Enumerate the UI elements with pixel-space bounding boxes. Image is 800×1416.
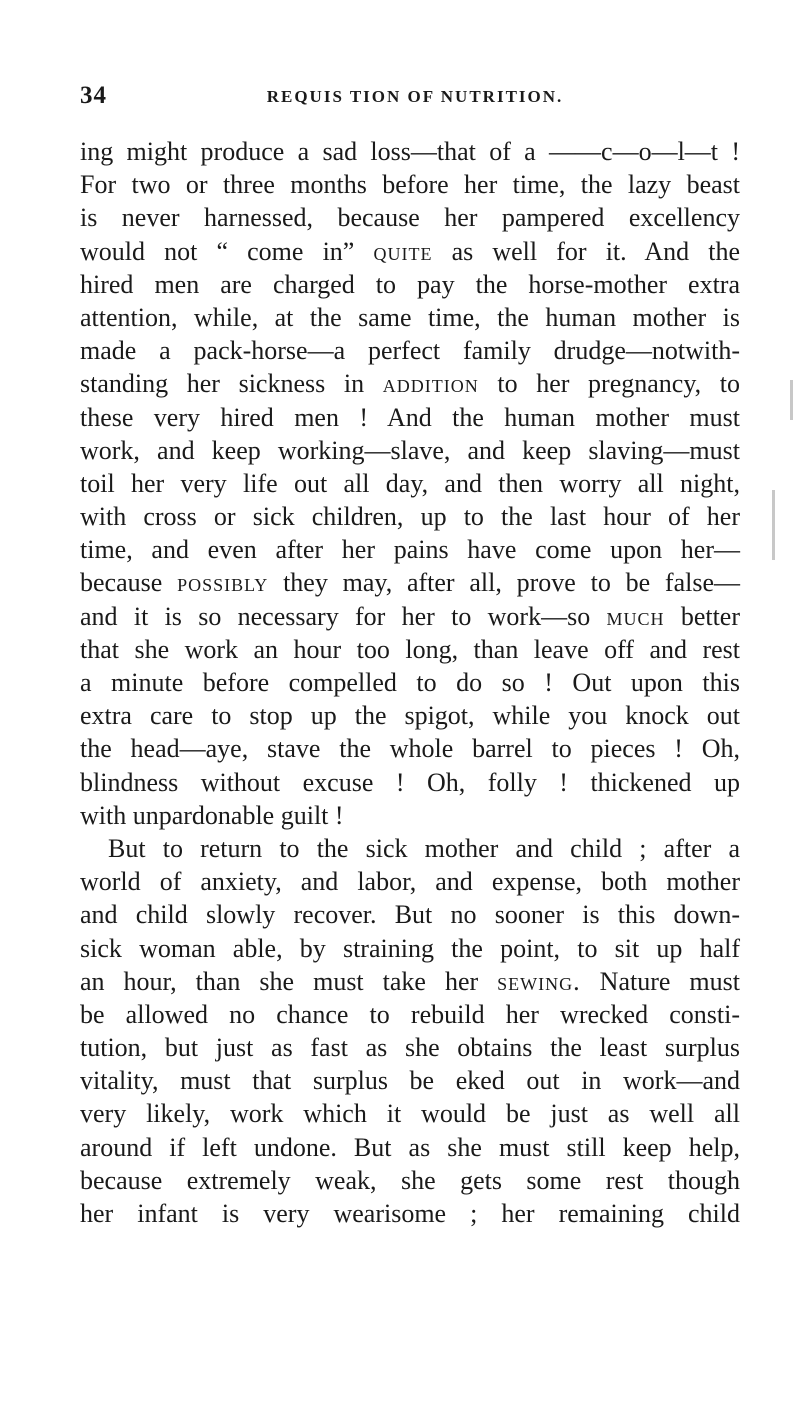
text-line (80, 1197, 740, 1230)
text-line (80, 235, 740, 268)
text-line (80, 600, 740, 633)
text-segment: an hour, than she must take her (80, 966, 498, 996)
text-line (80, 898, 740, 931)
text-segment: work, and keep working—slave, and keep slaving—must (80, 435, 740, 465)
text-segment: with cross or sick children, up to the last hour of her (80, 502, 740, 532)
text-segment: the head—aye, stave the whole barrel to pieces ! Oh, (80, 734, 740, 764)
text-line (80, 467, 740, 500)
text-line (80, 268, 740, 301)
text-segment: made a pack-horse—a perfect family drudge—notwith- (80, 336, 740, 366)
running-head: REQUIS TION OF NUTRITION. (266, 87, 564, 106)
text-line (80, 1064, 740, 1097)
text-segment: But to return to the sick mother and child ; after a (108, 833, 740, 863)
text-segment: vitality, must that surplus be eked out in work—and (80, 1066, 740, 1096)
text-line (80, 932, 740, 965)
text-line (80, 566, 740, 599)
text-line (80, 500, 740, 533)
text-segment: extra care to stop up the spigot, while you knock out (80, 701, 740, 731)
text-segment: a minute before compelled to do so ! Out upon this (80, 668, 740, 697)
text-line (80, 334, 740, 367)
text-line (80, 699, 740, 732)
text-segment: is never harnessed, because her pampered excellency (80, 203, 740, 233)
text-line (80, 201, 740, 234)
text-line (80, 965, 740, 998)
text-segment: sick woman able, by straining the point, to sit up half (80, 933, 740, 963)
margin-mark (772, 490, 775, 560)
text-segment: very likely, work which it would be just as well all (80, 1099, 740, 1129)
text-line (80, 666, 740, 699)
text-line (80, 135, 740, 168)
text-segment: that she work an hour too long, than leave off and rest (80, 634, 740, 664)
text-segment: because (80, 568, 178, 598)
text-segment: and it is so necessary for her to work—so (80, 601, 607, 631)
small-caps-emphasis: possibly (177, 568, 269, 598)
text-segment: as well for it. And the (432, 236, 740, 266)
text-segment: around if left undone. But as she must still keep help, (80, 1132, 740, 1162)
text-segment: blindness without excuse ! Oh, folly ! thickened up (80, 767, 740, 797)
text-line (80, 832, 740, 865)
text-line (80, 865, 740, 898)
small-caps-emphasis: much (606, 601, 665, 631)
text-line (80, 1131, 740, 1164)
body-text (80, 135, 740, 1230)
text-segment: standing her sickness in (80, 369, 383, 399)
text-segment: be allowed no chance to rebuild her wrecked consti- (80, 999, 740, 1029)
margin-mark (790, 380, 793, 420)
text-line (80, 1097, 740, 1130)
text-segment: toil her very life out all day, and then worry all night, (80, 468, 740, 498)
text-segment: attention, while, at the same time, the human mother is (80, 302, 740, 332)
text-segment: and child slowly recover. But no sooner is this down- (80, 900, 740, 930)
text-segment: they may, after all, prove to be false— (268, 568, 740, 598)
text-segment: time, and even after her pains have come upon her— (80, 535, 740, 565)
text-line (80, 168, 740, 201)
text-line (80, 533, 740, 566)
page-number: 34 (80, 82, 107, 109)
text-segment: better (664, 601, 741, 631)
page-header (80, 82, 750, 112)
text-segment: tution, but just as fast as she obtains the least surplus (80, 1033, 740, 1063)
text-line (80, 732, 740, 765)
text-line (80, 998, 740, 1031)
text-line (80, 1031, 740, 1064)
text-segment: with unpardonable guilt ! (80, 800, 344, 830)
text-segment: Nature must (580, 966, 740, 996)
text-line (80, 434, 740, 467)
small-caps-emphasis: addition (382, 369, 479, 399)
text-segment: For two or three months before her time, the lazy beast (80, 170, 740, 200)
small-caps-emphasis: sewing. (497, 966, 581, 996)
small-caps-emphasis: quite (373, 236, 433, 266)
text-segment: her infant is very wearisome ; her remaining child (80, 1199, 740, 1228)
text-segment: ing might produce a sad loss—that of a ——c—o—l—t ! (80, 137, 740, 166)
text-segment: these very hired men ! And the human mother must (80, 402, 740, 432)
text-segment: because extremely weak, she gets some rest though (80, 1165, 740, 1195)
text-line (80, 766, 740, 799)
text-line (80, 301, 740, 334)
text-line (80, 633, 740, 666)
text-line (80, 401, 740, 434)
text-segment: hired men are charged to pay the horse-mother extra (80, 269, 740, 299)
text-line (80, 1164, 740, 1197)
text-line (80, 799, 740, 832)
text-line (80, 367, 740, 400)
text-segment: world of anxiety, and labor, and expense, both mother (80, 867, 740, 897)
text-segment: to her pregnancy, to (478, 369, 740, 399)
text-segment: would not “ come in” (80, 236, 374, 266)
